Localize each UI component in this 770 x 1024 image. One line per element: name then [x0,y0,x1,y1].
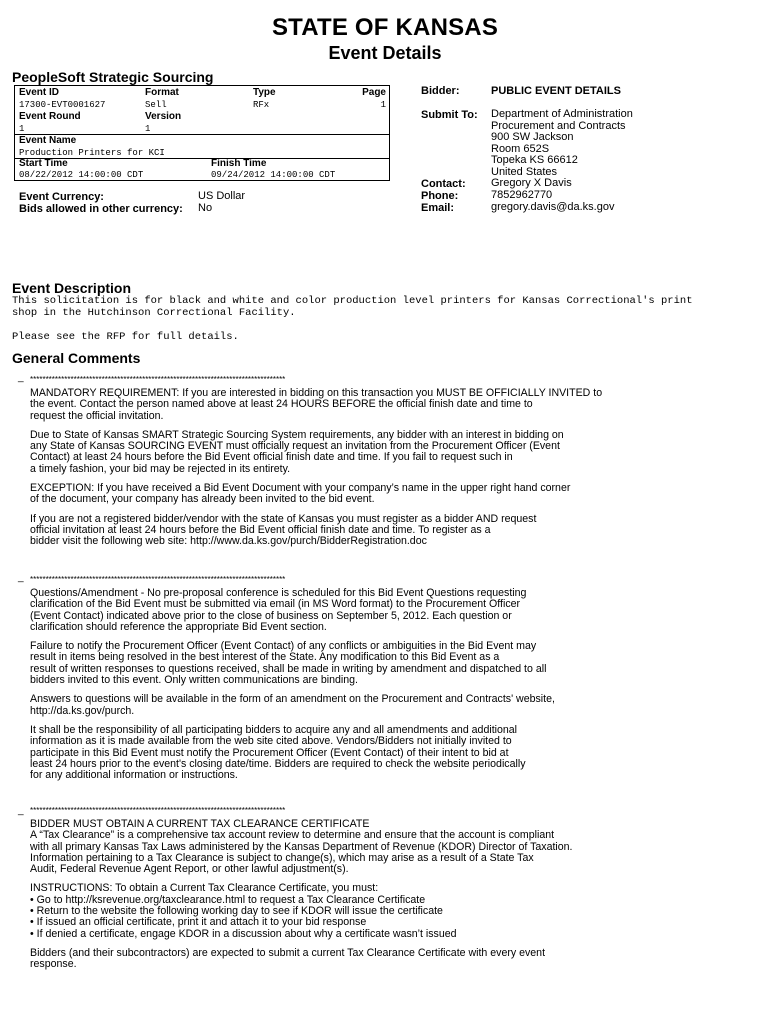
email-label: Email: [421,202,455,214]
comment-paragraph: EXCEPTION: If you have received a Bid Event Document with your company’s name in the upper right hand corner of the document, your company has already been invited to the bid event. [30,482,571,506]
event-id-value: 17300-EVT0001627 [19,100,106,110]
comment-block [30,375,670,556]
finish-time-label: Finish Time [211,158,267,169]
comment-paragraph: MANDATORY REQUIREMENT: If you are interested in bidding on this transaction you MUST BE OFFICIALLY INVITED to the event. Contact the person named above at least 24 HOURS BEFORE the official finish date and time to request the official invitation. [30,387,603,422]
address-line: Department of Administration [491,108,633,120]
version-value: 1 [145,124,151,134]
bidder-label: Bidder: [421,85,460,97]
contact-label: Contact: [421,178,466,190]
finish-time-value: 09/24/2012 14:00:00 CDT [211,170,336,180]
currency-label: Event Currency: [19,191,104,203]
address-line: United States [491,165,558,178]
email-value: gregory.davis@da.ks.gov [491,201,615,213]
page-title: STATE OF KANSAS [271,14,499,41]
event-id-label: Event ID [19,87,60,98]
comment-paragraph: Questions/Amendment - No pre-proposal conference is scheduled for this Bid Event Questions requesting clarification of the Bid Event must be submitted via email (in MS Word format) to the Procurement Officer (Event Contact) indicated above prior to the close of business on September 5, 2012. Each question or clarification should reference the appropriate Bid Event section. [30,587,527,633]
event-description-note: Please see the RFP for full details. [12,331,239,343]
page-subtitle: Event Details [328,43,442,63]
comment-paragraph: Bidders (and their subcontractors) are expected to submit a current Tax Clearance Certificate with every event response. [30,946,546,971]
currency-value: US Dollar [198,190,246,202]
event-description-text: This solicitation is for black and white and color production level printers for Kansas Correctional's print shop in the Hutchinson Correctional Facility. [12,295,693,319]
event-name-label: Event Name [19,135,77,146]
event-description-heading: Event Description [12,280,132,296]
comment-paragraph: BIDDER MUST OBTAIN A CURRENT TAX CLEARANCE CERTIFICATE A “Tax Clearance” is a comprehensive tax account review to determine and ensure that the account is compliant with all primary Kansas Tax Laws administered by the Kansas Department of Revenue (KDOR) Director of Taxation. Information pertaining to a Tax Clearance is subject to change(s), which may arise as a result of a State Tax Audit, Federal Revenue Agent Report, or other lawful adjustment(s). [30,818,573,876]
format-label: Format [145,87,179,98]
event-info-box [14,85,390,181]
bullet-dash: _ [18,805,24,816]
address-line: Topeka KS 66612 [491,154,578,166]
submit-to-address [491,109,633,178]
comment-paragraph: It shall be the responsibility of all participating bidders to acquire any and all amendments and additional information as it is made available from the web site cited above. Vendors/Bidders not initially invited to participate in this Bid Event must notify the Procurement Officer (Event Contact) of their intent to bid at least 24 hours prior to the event's closing date/time. Bidders are required to check the website periodically for any additional information or instructions. [30,723,526,782]
divider [15,158,389,159]
start-time-label: Start Time [19,158,68,169]
page-label: Page [362,87,386,98]
address-line: 900 SW Jackson [491,131,574,143]
comment-paragraph: If you are not a registered bidder/vendor with the state of Kansas you must register as a bidder AND request official invitation at least 24 hours before the Bid Event official finish date and time. To register as a bidder visit the following web site: http://www.da.ks.gov/purch/BidderRegistration.doc [30,512,537,548]
separator-stars: ********************************************************************************** [30,575,286,584]
comment-paragraph: INSTRUCTIONS: To obtain a Current Tax Clearance Certificate, you must: • Go to http://ksrevenue.org/taxclearance.html to request a Tax Clearance Certificate • Return to the website the following working day to see if KDOR will issue the certificate • If issued an official certificate, print it and attach it to your bid response • If denied a certificate, engage KDOR in a discussion about why a certificate wasn’t issued [30,882,457,940]
comment-block [30,806,670,979]
format-value: Sell [145,100,167,110]
contact-value: Gregory X Davis [491,177,572,189]
type-label: Type [253,87,276,98]
phone-value: 7852962770 [491,189,553,201]
start-time-value: 08/22/2012 14:00:00 CDT [19,170,144,180]
page-value: 1 [380,100,386,110]
sourcing-heading: PeopleSoft Strategic Sourcing [12,69,214,85]
bidder-value: PUBLIC EVENT DETAILS [491,85,621,97]
event-round-value: 1 [19,124,25,134]
other-currency-value: No [198,202,213,214]
comment-paragraph: Failure to notify the Procurement Officer (Event Contact) of any conflicts or ambiguities in the Bid Event may result in items being resolved in the best interest of the State. Any modification to this Bid Event as a result of written responses to questions received, shall be made in writing by amendment and dispatched to all bidders invited to this event. Only written communications are binding. [30,640,547,687]
event-round-label: Event Round [19,111,81,122]
address-line: Room 652S [491,142,550,155]
event-name-value: Production Printers for KCI [19,148,165,158]
comment-block [30,575,670,789]
general-comments-heading: General Comments [12,350,141,366]
comment-paragraph: Due to State of Kansas SMART Strategic Sourcing System requirements, any bidder with an interest in bidding on any State of Kansas SOURCING EVENT must officially request an invitation from the Procurement Officer (Event Contact) at least 24 hours before the Bid Event official finish date and time. If you fail to request such in a timely fashion, your bid may be rejected in its entirety. [30,428,564,475]
separator-stars: ********************************************************************************** [30,806,286,815]
bullet-dash: _ [18,372,24,383]
version-label: Version [145,111,182,122]
submit-to-label: Submit To: [421,109,478,121]
bullet-dash: _ [18,572,24,583]
address-line: Procurement and Contracts [491,119,626,132]
separator-stars: ********************************************************************************** [30,375,286,384]
comment-paragraph: Answers to questions will be available in the form of an amendment on the Procurement and Contracts' website, http://da.ks.gov/purch. [30,693,555,717]
type-value: RFx [253,100,270,110]
phone-label: Phone: [421,190,459,202]
other-currency-label: Bids allowed in other currency: [19,203,183,215]
